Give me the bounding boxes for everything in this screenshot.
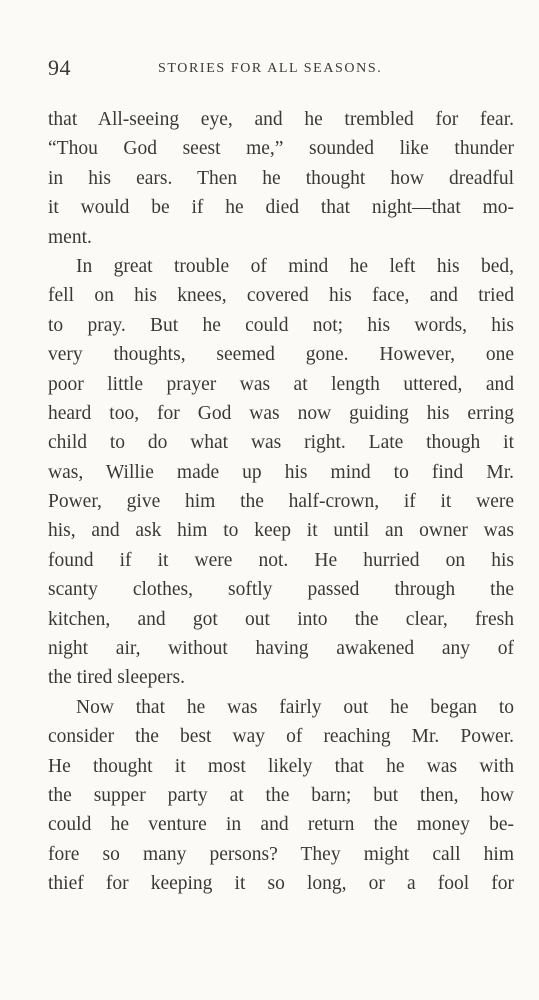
text-line: found if it were not. He hurried on his xyxy=(48,549,514,571)
text-line: fell on his knees, covered his face, and tried xyxy=(48,285,514,307)
text-line: to pray. But he could not; his words, his xyxy=(48,314,514,336)
text-line: heard too, for God was now guiding his erring xyxy=(48,402,514,424)
text-line: thief for keeping it so long, or a fool for xyxy=(48,873,514,895)
text-line: it would be if he died that night—that mo- xyxy=(48,197,514,219)
body-text xyxy=(48,105,514,899)
text-line: night air, without having awakened any of xyxy=(48,638,514,660)
text-line: kitchen, and got out into the clear, fresh xyxy=(48,608,514,630)
text-line: was, Willie made up his mind to find Mr. xyxy=(48,461,514,483)
text-line: In great trouble of mind he left his bed, xyxy=(76,255,514,277)
text-line: the tired sleepers. xyxy=(48,667,185,689)
text-line: He thought it most likely that he was with xyxy=(48,755,514,777)
text-line: “Thou God seest me,” sounded like thunder xyxy=(48,138,514,160)
text-line: poor little prayer was at length uttered, and xyxy=(48,373,514,395)
text-line: could he venture in and return the money be- xyxy=(48,814,514,836)
text-line: the supper party at the barn; but then, how xyxy=(48,784,514,806)
text-line: that All-seeing eye, and he trembled for fear. xyxy=(48,109,514,130)
text-line: scanty clothes, softly passed through the xyxy=(48,579,514,601)
text-line: his, and ask him to keep it until an owner was xyxy=(48,520,514,542)
text-line: child to do what was right. Late though it xyxy=(48,432,514,454)
running-head: STORIES FOR ALL SEASONS. xyxy=(158,61,383,76)
text-line: Power, give him the half-crown, if it were xyxy=(48,491,514,513)
text-line: fore so many persons? They might call him xyxy=(48,843,514,865)
text-line: very thoughts, seemed gone. However, one xyxy=(48,344,514,366)
text-line: consider the best way of reaching Mr. Power. xyxy=(48,726,514,748)
page-header xyxy=(48,54,514,88)
page-number: 94 xyxy=(48,55,71,80)
text-line: Now that he was fairly out he began to xyxy=(76,696,514,718)
text-line: ment. xyxy=(48,226,92,248)
text-line: in his ears. Then he thought how dreadful xyxy=(48,167,514,189)
